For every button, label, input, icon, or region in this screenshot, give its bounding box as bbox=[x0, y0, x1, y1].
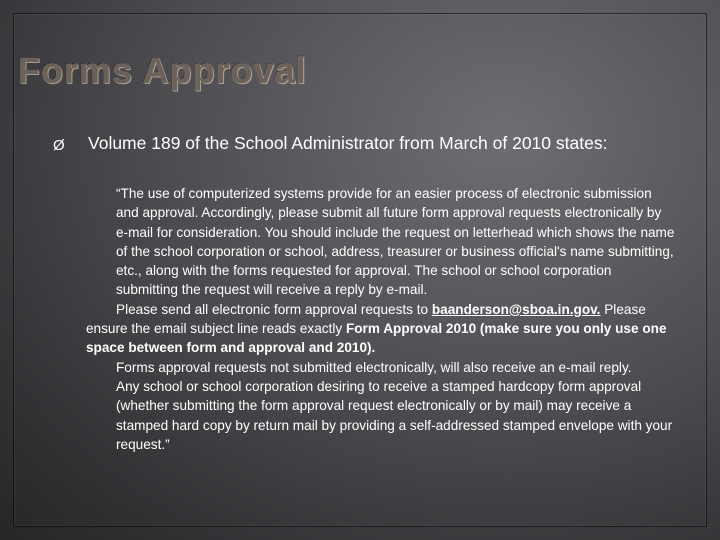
quote-paragraph-3-text: Forms approval requests not submitted electronically, will also receive an e-mail reply. bbox=[116, 359, 632, 375]
quote-body bbox=[86, 184, 676, 454]
quote-paragraph-4 bbox=[86, 377, 676, 454]
quote-paragraph-3 bbox=[86, 358, 676, 377]
quote-paragraph-1 bbox=[86, 184, 676, 300]
arrow-bullet-icon: Ø bbox=[53, 137, 65, 154]
quote-paragraph-4-text: Any school or school corporation desiring to receive a stamped hardcopy form approval (whether submitting the form approval request electronically or by mail) may receive a stamped hard copy by return mail by providing a self-addressed stamped envelope with your request.” bbox=[116, 378, 673, 452]
subject-line-instruction: Form Approval 2010 (make sure you only use one space between form and approval and 2010). bbox=[86, 321, 667, 356]
slide-title: Forms Approval bbox=[18, 50, 307, 91]
email-link[interactable]: baanderson@sboa.in.gov. bbox=[431, 301, 601, 317]
quote-paragraph-2-intro: Please send all electronic form approval requests to bbox=[116, 301, 429, 317]
lead-text: Volume 189 of the School Administrator from March of 2010 states: bbox=[88, 133, 608, 153]
quote-paragraph-2-mid: Please ensure the email subject line reads exactly bbox=[86, 301, 646, 337]
quote-paragraph-2 bbox=[86, 300, 676, 358]
quote-paragraph-1-text: “The use of computerized systems provide for an easier process of electronic submission and approval. Accordingly, please submit all future form approval requests electronically by e-mail for consideration. You should include the request on letterhead which shows the name of the school corporation or school, address, treasurer or business official's name submitting, etc., along with the forms requested for approval. The school or school corporation submitting the request will receive a reply by e-mail. bbox=[116, 186, 675, 298]
